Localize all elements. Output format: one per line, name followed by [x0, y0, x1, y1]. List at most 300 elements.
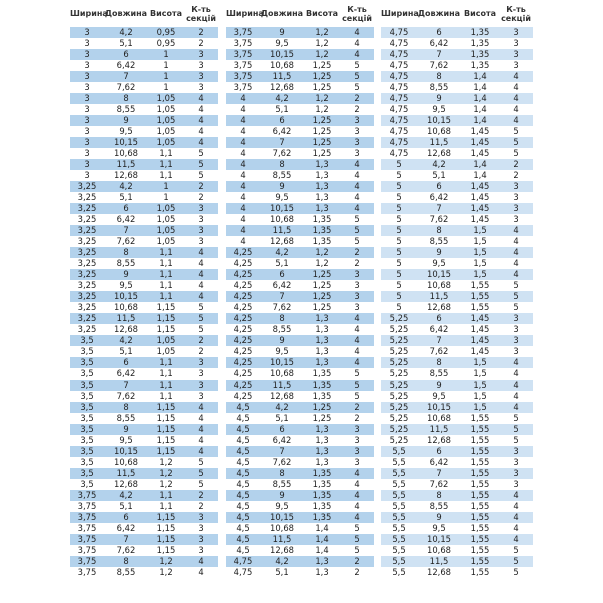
cell-height: 1,1 [159, 148, 173, 159]
cell-height: 1,35 [312, 390, 332, 401]
cell-height: 1 [163, 71, 169, 82]
cell-height: 1,45 [470, 181, 490, 192]
cell-sections: 5 [354, 379, 360, 390]
cell-width: 4,5 [236, 489, 250, 500]
table-row [226, 236, 374, 247]
cell-height: 1,3 [315, 456, 329, 467]
table-row [226, 170, 374, 181]
table-row [381, 302, 533, 313]
cell-sections: 2 [354, 258, 360, 269]
cell-length: 6,42 [116, 368, 136, 379]
cell-width: 5,5 [392, 566, 406, 577]
cell-width: 5,5 [392, 544, 406, 555]
cell-width: 4,5 [236, 478, 250, 489]
cell-width: 3,25 [77, 203, 97, 214]
cell-sections: 4 [354, 38, 360, 49]
cell-sections: 3 [513, 445, 519, 456]
table-row [226, 280, 374, 291]
cell-width: 4 [240, 225, 246, 236]
cell-height: 1,55 [470, 500, 490, 511]
cell-height: 1,35 [470, 38, 490, 49]
cell-width: 4,25 [233, 324, 253, 335]
cell-width: 3 [84, 104, 90, 115]
cell-length: 10,15 [427, 115, 451, 126]
cell-height: 1,2 [315, 93, 329, 104]
cell-length: 10,68 [427, 412, 451, 423]
cell-length: 7,62 [429, 214, 449, 225]
table-3 [381, 0, 533, 578]
cell-length: 8 [279, 313, 285, 324]
cell-length: 6 [123, 203, 129, 214]
cell-length: 10,68 [270, 60, 294, 71]
table-row [381, 501, 533, 512]
cell-width: 4 [240, 203, 246, 214]
cell-width: 5,5 [392, 456, 406, 467]
cell-width: 3,25 [77, 280, 97, 291]
cell-height: 1,2 [159, 467, 173, 478]
cell-length: 6,42 [429, 456, 449, 467]
cell-length: 12,68 [270, 236, 294, 247]
cell-length: 12,68 [270, 82, 294, 93]
cell-sections: 4 [513, 533, 519, 544]
cell-width: 4 [240, 170, 246, 181]
table-row [226, 545, 374, 556]
cell-sections: 2 [198, 192, 204, 203]
cell-height: 1,25 [312, 269, 332, 280]
cell-height: 1,1 [159, 291, 173, 302]
table-row [70, 302, 218, 313]
table-row [226, 468, 374, 479]
cell-width: 5 [396, 203, 402, 214]
cell-sections: 4 [198, 445, 204, 456]
cell-length: 7 [436, 335, 442, 346]
cell-sections: 3 [198, 49, 204, 60]
cell-width: 4,75 [389, 27, 409, 37]
cell-height: 1,3 [315, 335, 329, 346]
cell-sections: 4 [513, 368, 519, 379]
cell-width: 4 [240, 104, 246, 115]
cell-sections: 5 [513, 302, 519, 313]
cell-height: 1,4 [473, 159, 487, 170]
cell-width: 4,25 [233, 313, 253, 324]
cell-length: 8 [123, 555, 129, 566]
cell-sections: 2 [354, 247, 360, 258]
cell-width: 3,25 [77, 258, 97, 269]
table-row [70, 115, 218, 126]
cell-height: 1,5 [473, 236, 487, 247]
cell-width: 3 [84, 126, 90, 137]
cell-length: 11,5 [429, 423, 449, 434]
table-row [70, 280, 218, 291]
cell-height: 1,3 [315, 159, 329, 170]
cell-width: 4,75 [389, 71, 409, 82]
cell-length: 10,15 [427, 269, 451, 280]
cell-sections: 4 [198, 412, 204, 423]
table-row [226, 71, 374, 82]
table-row [381, 269, 533, 280]
table-row [70, 490, 218, 501]
cell-width: 3,75 [77, 566, 97, 577]
cell-length: 8 [436, 71, 442, 82]
cell-length: 8 [279, 159, 285, 170]
cell-height: 1,1 [159, 368, 173, 379]
cell-sections: 4 [198, 93, 204, 104]
cell-width: 4 [240, 159, 246, 170]
cell-width: 3,5 [80, 456, 94, 467]
cell-length: 10,15 [270, 511, 294, 522]
cell-width: 4,25 [233, 346, 253, 357]
cell-width: 3,75 [77, 500, 97, 511]
cell-sections: 5 [354, 71, 360, 82]
cell-height: 1,5 [473, 390, 487, 401]
cell-sections: 3 [354, 137, 360, 148]
cell-width: 4,75 [389, 93, 409, 104]
cell-width: 3,25 [77, 302, 97, 313]
cell-width: 3,5 [80, 379, 94, 390]
cell-height: 1,55 [470, 555, 490, 566]
cell-length: 10,15 [270, 49, 294, 60]
cell-sections: 4 [198, 280, 204, 291]
cell-width: 4,75 [389, 148, 409, 159]
cell-width: 5,5 [392, 445, 406, 456]
cell-sections: 5 [198, 313, 204, 324]
cell-height: 1,2 [315, 258, 329, 269]
table-row [226, 313, 374, 324]
cell-height: 1,5 [473, 368, 487, 379]
cell-length: 11,5 [272, 379, 292, 390]
cell-width: 3,5 [80, 434, 94, 445]
cell-width: 5 [396, 192, 402, 203]
cell-sections: 2 [354, 104, 360, 115]
cell-sections: 4 [354, 489, 360, 500]
cell-width: 3 [84, 137, 90, 148]
header-height: Висота [150, 9, 182, 18]
table-row [70, 170, 218, 181]
cell-length: 6 [436, 27, 442, 37]
table-row [381, 60, 533, 71]
cell-length: 12,68 [427, 566, 451, 577]
cell-width: 4,25 [233, 390, 253, 401]
cell-length: 8,55 [116, 412, 136, 423]
cell-width: 3,25 [77, 291, 97, 302]
cell-width: 3 [84, 170, 90, 181]
cell-height: 1,4 [315, 533, 329, 544]
cell-length: 11,5 [272, 533, 292, 544]
cell-width: 3,5 [80, 390, 94, 401]
cell-width: 3 [84, 38, 90, 49]
cell-length: 8 [436, 489, 442, 500]
cell-sections: 4 [354, 478, 360, 489]
cell-sections: 5 [513, 555, 519, 566]
table-row [226, 148, 374, 159]
cell-width: 5,25 [389, 412, 409, 423]
table-body [226, 27, 374, 578]
cell-length: 12,68 [427, 148, 451, 159]
cell-sections: 4 [198, 258, 204, 269]
header-sections: К-ть секцій [186, 4, 216, 23]
cell-width: 3,25 [77, 324, 97, 335]
cell-sections: 3 [198, 236, 204, 247]
cell-length: 12,68 [270, 390, 294, 401]
cell-length: 8,55 [429, 368, 449, 379]
cell-width: 4,5 [236, 445, 250, 456]
cell-width: 4,75 [233, 555, 253, 566]
cell-height: 1,25 [312, 401, 332, 412]
table-row [381, 457, 533, 468]
table-row [226, 534, 374, 545]
cell-sections: 2 [198, 27, 204, 37]
header-length: Довжина [260, 9, 304, 18]
cell-sections: 5 [198, 159, 204, 170]
cell-width: 5,25 [389, 390, 409, 401]
cell-width: 5 [396, 159, 402, 170]
cell-sections: 3 [513, 456, 519, 467]
cell-sections: 4 [513, 247, 519, 258]
table-row [226, 556, 374, 567]
cell-sections: 3 [354, 434, 360, 445]
cell-sections: 5 [354, 544, 360, 555]
table-row [226, 93, 374, 104]
cell-height: 1,15 [156, 511, 176, 522]
cell-length: 6,42 [429, 192, 449, 203]
table-row [70, 424, 218, 435]
cell-height: 1,45 [470, 203, 490, 214]
table-row [226, 512, 374, 523]
cell-sections: 2 [198, 38, 204, 49]
cell-length: 12,68 [114, 324, 138, 335]
cell-height: 1,2 [159, 478, 173, 489]
cell-height: 1,2 [315, 27, 329, 37]
cell-width: 4,5 [236, 511, 250, 522]
table-header [70, 0, 218, 27]
table-row [70, 335, 218, 346]
cell-sections: 3 [513, 324, 519, 335]
cell-height: 1 [163, 192, 169, 203]
cell-sections: 4 [513, 104, 519, 115]
cell-sections: 3 [354, 280, 360, 291]
cell-sections: 3 [513, 181, 519, 192]
cell-sections: 4 [198, 434, 204, 445]
cell-sections: 3 [354, 269, 360, 280]
cell-sections: 5 [354, 368, 360, 379]
cell-height: 1,2 [159, 566, 173, 577]
cell-length: 7,62 [272, 456, 292, 467]
cell-width: 4,5 [236, 522, 250, 533]
cell-width: 5 [396, 291, 402, 302]
cell-width: 4,25 [233, 368, 253, 379]
cell-length: 4,2 [275, 247, 289, 258]
cell-height: 1,3 [315, 181, 329, 192]
table-row [381, 402, 533, 413]
table-1 [70, 0, 218, 578]
cell-length: 10,68 [427, 126, 451, 137]
cell-height: 1,25 [312, 82, 332, 93]
cell-width: 5 [396, 280, 402, 291]
cell-length: 7,62 [116, 82, 136, 93]
cell-length: 11,5 [429, 137, 449, 148]
table-row [70, 291, 218, 302]
cell-height: 1,3 [315, 357, 329, 368]
cell-height: 1,55 [470, 302, 490, 313]
table-row [226, 247, 374, 258]
cell-height: 1,1 [159, 258, 173, 269]
cell-width: 5,25 [389, 434, 409, 445]
cell-sections: 3 [513, 38, 519, 49]
table-row [381, 346, 533, 357]
table-row [226, 335, 374, 346]
cell-width: 5,25 [389, 357, 409, 368]
cell-sections: 4 [354, 159, 360, 170]
cell-sections: 4 [198, 555, 204, 566]
cell-height: 1,4 [473, 93, 487, 104]
cell-sections: 4 [513, 93, 519, 104]
cell-width: 5,25 [389, 368, 409, 379]
cell-width: 5 [396, 214, 402, 225]
cell-length: 9 [436, 379, 442, 390]
cell-width: 3 [84, 71, 90, 82]
cell-sections: 4 [198, 247, 204, 258]
header-width: Ширина [70, 9, 108, 18]
cell-length: 9,5 [432, 258, 446, 269]
cell-width: 4,5 [236, 456, 250, 467]
cell-length: 9,5 [432, 522, 446, 533]
table-row [70, 214, 218, 225]
cell-sections: 4 [354, 335, 360, 346]
cell-length: 10,68 [114, 148, 138, 159]
cell-length: 10,68 [270, 522, 294, 533]
cell-height: 1,35 [470, 49, 490, 60]
cell-height: 1,5 [473, 247, 487, 258]
cell-height: 1,05 [156, 335, 176, 346]
cell-length: 11,5 [272, 71, 292, 82]
table-row [70, 391, 218, 402]
cell-height: 1,55 [470, 456, 490, 467]
cell-length: 6 [123, 49, 129, 60]
table-row [226, 457, 374, 468]
table-row [70, 413, 218, 424]
cell-width: 5,25 [389, 335, 409, 346]
cell-sections: 4 [198, 126, 204, 137]
cell-height: 1,25 [312, 148, 332, 159]
cell-sections: 2 [198, 181, 204, 192]
table-row [226, 479, 374, 490]
cell-height: 1,45 [470, 324, 490, 335]
table-row [70, 402, 218, 413]
cell-length: 4,2 [119, 335, 133, 346]
cell-height: 1,45 [470, 313, 490, 324]
cell-height: 1,15 [156, 401, 176, 412]
cell-sections: 3 [198, 214, 204, 225]
cell-height: 1,15 [156, 412, 176, 423]
cell-sections: 4 [513, 357, 519, 368]
cell-height: 1 [163, 49, 169, 60]
cell-height: 1,2 [315, 38, 329, 49]
cell-length: 7 [123, 71, 129, 82]
cell-height: 1,2 [159, 456, 173, 467]
table-row [381, 126, 533, 137]
cell-length: 7,62 [272, 148, 292, 159]
cell-height: 1,55 [470, 478, 490, 489]
cell-height: 1,45 [470, 335, 490, 346]
cell-length: 10,15 [114, 445, 138, 456]
cell-height: 1,5 [473, 225, 487, 236]
cell-width: 3,25 [77, 225, 97, 236]
cell-length: 9,5 [119, 280, 133, 291]
cell-sections: 4 [354, 500, 360, 511]
cell-length: 8,55 [272, 324, 292, 335]
cell-length: 6 [436, 181, 442, 192]
table-row [381, 71, 533, 82]
table-row [226, 501, 374, 512]
cell-sections: 3 [198, 379, 204, 390]
cell-sections: 4 [513, 269, 519, 280]
cell-length: 8,55 [272, 478, 292, 489]
cell-sections: 2 [198, 489, 204, 500]
cell-length: 7 [279, 137, 285, 148]
cell-width: 4,75 [389, 60, 409, 71]
cell-height: 1,15 [156, 434, 176, 445]
cell-height: 1,05 [156, 115, 176, 126]
cell-sections: 3 [354, 302, 360, 313]
cell-width: 4,75 [389, 126, 409, 137]
cell-height: 1,55 [470, 511, 490, 522]
cell-width: 5 [396, 236, 402, 247]
table-row [70, 82, 218, 93]
table-row [226, 380, 374, 391]
cell-height: 1,55 [470, 566, 490, 577]
cell-height: 1,25 [312, 71, 332, 82]
table-row [226, 159, 374, 170]
cell-width: 4,5 [236, 544, 250, 555]
table-row [381, 324, 533, 335]
table-body [70, 27, 218, 578]
cell-sections: 2 [198, 335, 204, 346]
cell-length: 6 [123, 511, 129, 522]
cell-width: 4,25 [233, 258, 253, 269]
table-row [381, 236, 533, 247]
cell-width: 4,5 [236, 401, 250, 412]
cell-sections: 3 [198, 390, 204, 401]
cell-length: 6 [279, 115, 285, 126]
cell-height: 1,05 [156, 236, 176, 247]
cell-height: 1,15 [156, 533, 176, 544]
cell-width: 3,5 [80, 412, 94, 423]
cell-width: 4,25 [233, 291, 253, 302]
cell-height: 1,55 [470, 489, 490, 500]
cell-length: 7,62 [429, 478, 449, 489]
table-row [226, 567, 374, 578]
cell-length: 10,68 [427, 280, 451, 291]
cell-length: 9,5 [432, 104, 446, 115]
cell-sections: 4 [354, 511, 360, 522]
cell-height: 1,05 [156, 214, 176, 225]
cell-height: 1,3 [315, 445, 329, 456]
cell-height: 1,45 [470, 126, 490, 137]
cell-sections: 5 [513, 544, 519, 555]
table-row [226, 490, 374, 501]
cell-length: 7 [279, 445, 285, 456]
table-row [226, 104, 374, 115]
table-row [70, 38, 218, 49]
cell-length: 4,2 [119, 27, 133, 37]
cell-width: 4,75 [233, 566, 253, 577]
cell-sections: 4 [513, 511, 519, 522]
cell-height: 1,35 [470, 27, 490, 37]
cell-length: 7 [436, 203, 442, 214]
cell-length: 7 [436, 467, 442, 478]
cell-width: 3,75 [77, 522, 97, 533]
cell-width: 5 [396, 302, 402, 313]
